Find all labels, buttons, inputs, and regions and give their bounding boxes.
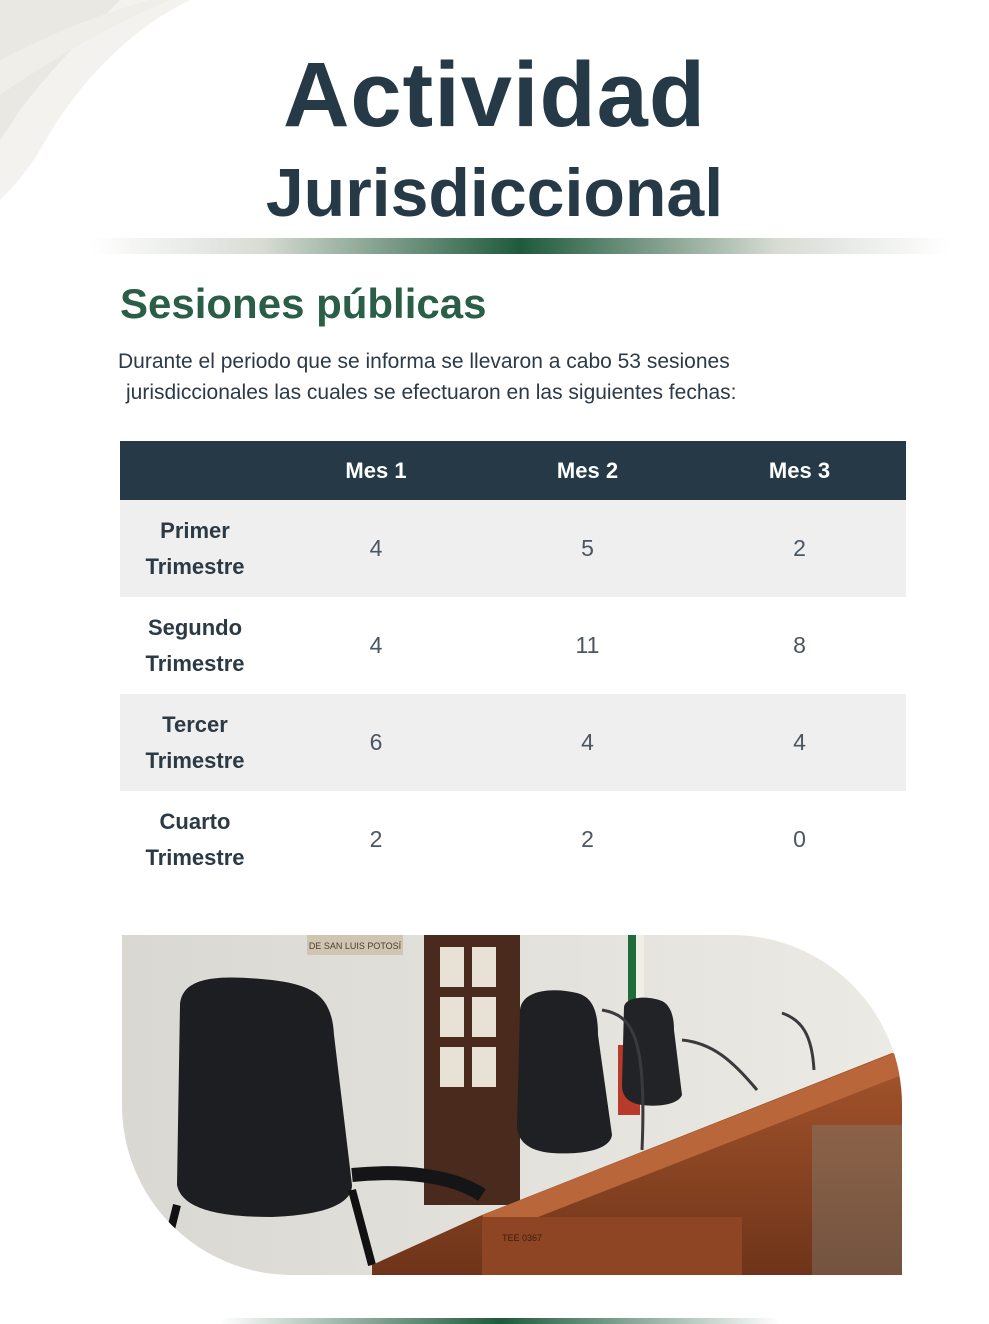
table-cell: 4 — [693, 694, 906, 791]
row-label-line: Trimestre — [145, 844, 245, 870]
row-label — [120, 500, 270, 597]
table-row — [120, 500, 906, 597]
door-pane — [472, 947, 496, 987]
glass-panel — [812, 1125, 902, 1275]
table-cell: 2 — [369, 826, 383, 852]
table-cell: 2 — [693, 500, 906, 597]
table-row — [120, 791, 906, 888]
bench-tag: TEE 0367 — [502, 1233, 543, 1243]
row-label — [120, 694, 270, 791]
table-cell: 4 — [369, 632, 383, 658]
table-cell: 2 — [581, 826, 594, 852]
courtroom-illustration — [122, 935, 902, 1275]
courtroom-photo — [122, 935, 902, 1275]
section-heading: Sesiones públicas — [120, 280, 487, 327]
header-divider — [90, 238, 950, 254]
flag-green — [628, 935, 636, 1005]
chair-large — [177, 978, 352, 1217]
door-pane — [472, 1047, 496, 1087]
door-pane — [440, 997, 464, 1037]
table-row — [120, 694, 906, 791]
table-cell: 8 — [793, 632, 806, 658]
row-label — [120, 791, 270, 888]
page-title: Actividad — [282, 44, 707, 146]
column-header — [120, 441, 270, 500]
intro-line: Durante el periodo que se informa se llevaron a cabo 53 sesiones — [118, 350, 730, 373]
wall-sign-text: DE SAN LUIS POTOSÍ — [308, 941, 402, 951]
footer-divider — [220, 1318, 780, 1324]
door-pane — [440, 947, 464, 987]
table-row — [120, 597, 906, 694]
table-header-row — [120, 441, 906, 500]
row-label-line: Trimestre — [145, 747, 245, 773]
row-label-line: Segundo — [147, 614, 243, 640]
column-header: Mes 2 — [482, 441, 693, 500]
table-cell: 11 — [575, 632, 600, 658]
door-pane — [440, 1047, 464, 1087]
column-header: Mes 3 — [693, 441, 906, 500]
table-cell: 0 — [793, 826, 806, 852]
row-label-line: Cuarto — [159, 808, 231, 834]
row-label — [120, 597, 270, 694]
door-pane — [472, 997, 496, 1037]
table-cell: 5 — [482, 500, 693, 597]
bench-front — [482, 1217, 742, 1275]
column-header: Mes 1 — [270, 441, 482, 500]
row-label-line: Tercer — [162, 711, 228, 737]
table-cell: 6 — [270, 694, 482, 791]
table-cell: 4 — [482, 694, 693, 791]
page-subtitle: Jurisdiccional — [265, 155, 724, 231]
intro-line: jurisdiccionales las cuales se efectuaron en las siguientes fechas: — [126, 381, 737, 404]
flag-white — [636, 935, 644, 1005]
intro-paragraph — [118, 346, 878, 408]
row-label-line: Primer — [160, 517, 230, 543]
row-label-line: Trimestre — [145, 553, 245, 579]
row-label-line: Trimestre — [145, 650, 245, 676]
sessions-table — [120, 441, 906, 888]
table-cell: 4 — [270, 500, 482, 597]
